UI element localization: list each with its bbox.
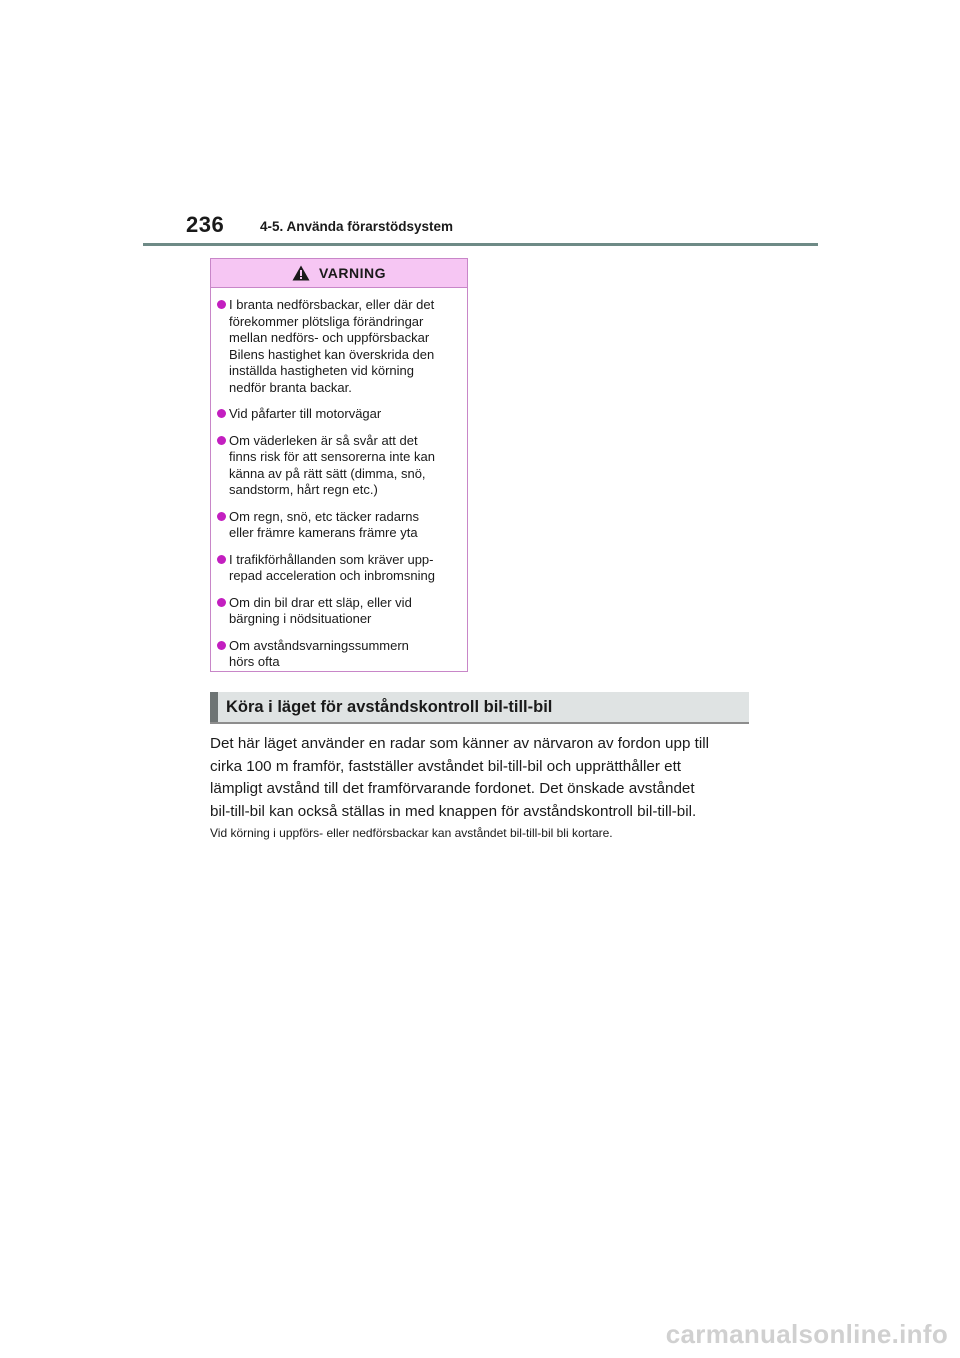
warning-item	[217, 638, 457, 671]
warning-item-text: Vid påfarter till motorvägar	[229, 406, 382, 421]
bullet-icon	[217, 436, 226, 445]
bullet-icon	[217, 409, 226, 418]
section-heading: Köra i läget för avståndskontroll bil-till-bil	[226, 698, 553, 716]
warning-item	[217, 509, 457, 542]
bullet-icon	[217, 555, 226, 564]
warning-item	[217, 595, 457, 628]
bullet-icon	[217, 598, 226, 607]
bullet-icon	[217, 512, 226, 521]
warning-item	[217, 552, 457, 585]
warning-list	[211, 288, 467, 671]
heading-accent	[210, 692, 218, 722]
section-heading-bar	[210, 692, 749, 724]
warning-header	[211, 259, 467, 288]
warning-item	[217, 406, 457, 423]
warning-box	[210, 258, 468, 672]
warning-item	[217, 433, 457, 499]
page-number: 236	[186, 212, 225, 237]
bullet-icon	[217, 641, 226, 650]
section-title: 4-5. Använda förarstödsystem	[260, 219, 454, 234]
warning-title: VARNING	[318, 265, 387, 281]
watermark: carmanualsonline.info	[665, 1319, 948, 1349]
warning-item-text: Om väderleken är så svår att det finns risk för att sensorerna inte kan känna av på rätt sätt (dimma, snö, sandstorm, hårt regn etc.)	[229, 432, 435, 497]
warning-item-text: I trafikförhållanden som kräver upp- repad acceleration och inbromsning	[229, 551, 435, 583]
warning-item-text: Om din bil drar ett släp, eller vid bärgning i nödsituationer	[229, 594, 412, 626]
warning-triangle-icon	[292, 265, 310, 281]
body-paragraph: Det här läget använder en radar som känner av närvaron av fordon upp till cirka 100 m framför, fastställer avståndet bil-till-bil och upprätthåller ett lämpligt avstånd till det framförvarande fordonet. Det önskade avståndet bil-till-bil kan också ställas in med knappen för avståndskontroll bil-till-bil.	[210, 735, 709, 820]
note-paragraph: Vid körning i uppförs- eller nedförsbackar kan avståndet bil-till-bil bli kortare.	[210, 826, 613, 840]
warning-item-text: Om avståndsvarningssummern hörs ofta	[229, 637, 409, 669]
warning-item-text: I branta nedförsbackar, eller där det förekommer plötsliga förändringar mellan nedförs- och uppförsbackar Bilens hastighet kan överskrida den inställda hastigheten vid körning nedför branta backar.	[229, 297, 435, 395]
bullet-icon	[217, 300, 226, 309]
warning-item	[217, 297, 457, 396]
header-divider	[143, 243, 818, 246]
warning-item-text: Om regn, snö, etc täcker radarns eller främre kamerans främre yta	[229, 508, 420, 540]
